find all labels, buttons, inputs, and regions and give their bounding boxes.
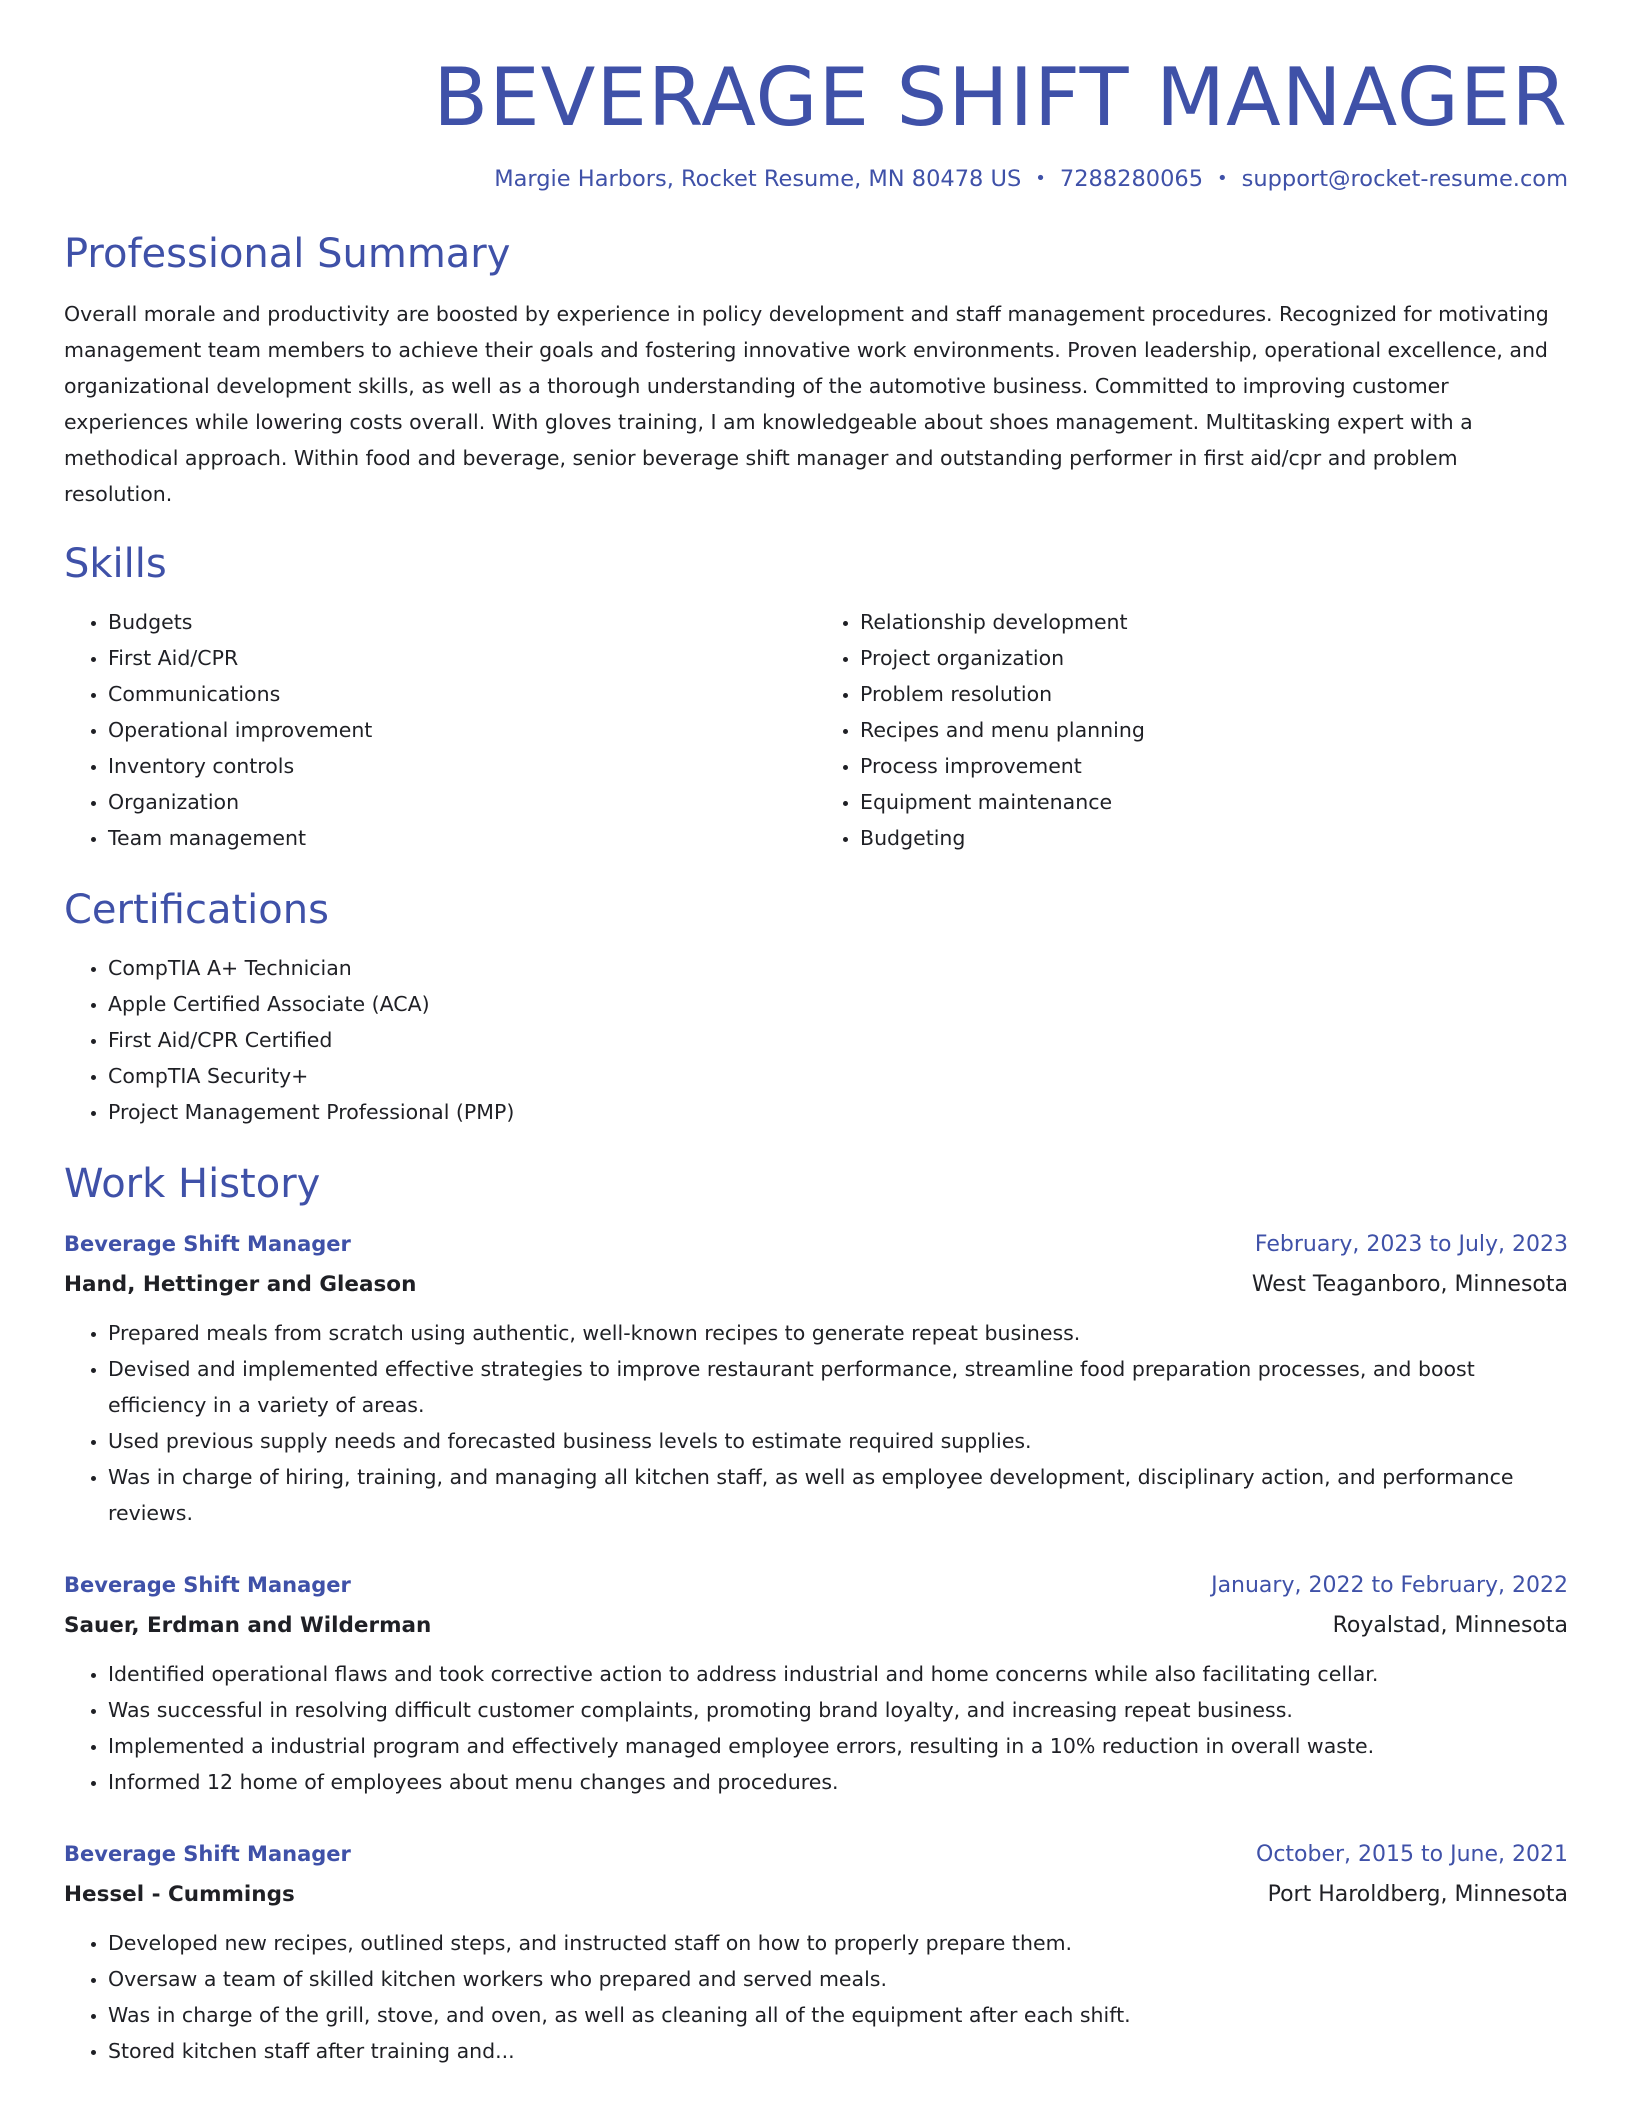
job-bullet: • Oversaw a team of skilled kitchen workers who prepared and served meals. xyxy=(108,1961,1568,1997)
contact-email[interactable]: support@rocket-resume.com xyxy=(1241,166,1568,192)
certifications-heading: Certifications xyxy=(64,887,329,933)
skill-item: • First Aid/CPR xyxy=(108,640,816,676)
job-header-row xyxy=(64,1565,1568,1606)
skill-item: • Problem resolution xyxy=(860,676,1568,712)
summary-text: Overall morale and productivity are boosted by experience in policy development and staff management procedures. Recognized for motivating management team members to achieve their goals and fostering innovative work environments. Proven leadership, operational excellence, and organizational development skills, as well as a thorough understanding of the automotive business. Committed to improving customer experiences while lowering costs overall. With gloves training, I am knowledgeable about shoes management. Multitasking expert with a methodical approach. Within food and beverage, senior beverage shift manager and outstanding performer in first aid/cpr and problem resolution. xyxy=(64,302,1549,506)
skill-item: • Process improvement xyxy=(860,748,1568,784)
job-bullet: • Implemented a industrial program and effectively managed employee errors, resulting in a 10% reduction in overall waste. xyxy=(108,1728,1568,1764)
job-bullet: • Informed 12 home of employees about menu changes and procedures. xyxy=(108,1764,1568,1800)
job-entry xyxy=(64,1224,1568,1531)
job-bullets xyxy=(64,1315,1568,1531)
certification-item: • Project Management Professional (PMP) xyxy=(108,1094,1568,1130)
job-company: Hessel - Cummings xyxy=(64,1882,295,1907)
certifications-list xyxy=(64,950,1568,1130)
job-bullet: • Was successful in resolving difficult customer complaints, promoting brand loyalty, and increasing repeat business. xyxy=(108,1692,1568,1728)
resume-page xyxy=(64,0,1568,2112)
skill-item: • Inventory controls xyxy=(108,748,816,784)
skill-item: • Project organization xyxy=(860,640,1568,676)
contact-line xyxy=(64,166,1568,192)
skills-list xyxy=(64,604,1568,856)
skill-item: • Relationship development xyxy=(860,604,1568,640)
contact-address: Margie Harbors, Rocket Resume, MN 80478 US xyxy=(494,166,1022,192)
job-dates: February, 2023 to July, 2023 xyxy=(1254,1232,1568,1257)
resume-title: BEVERAGE SHIFT MANAGER xyxy=(433,51,1568,144)
job-bullet: • Identified operational flaws and took corrective action to address industrial and home concerns while also facilitating cellar. xyxy=(108,1656,1568,1692)
job-company: Hand, Hettinger and Gleason xyxy=(64,1272,417,1297)
job-header-row xyxy=(64,1834,1568,1875)
work-history-heading: Work History xyxy=(64,1161,321,1207)
job-title: Beverage Shift Manager xyxy=(64,1232,351,1256)
job-location: Royalstad, Minnesota xyxy=(1332,1613,1568,1638)
job-company-row xyxy=(64,1606,1568,1646)
contact-phone: 7288280065 xyxy=(1059,166,1204,192)
contact-separator: • xyxy=(1217,168,1228,189)
skill-item: • Budgets xyxy=(108,604,816,640)
skills-column-left xyxy=(64,604,816,856)
skill-item: • Recipes and menu planning xyxy=(860,712,1568,748)
job-dates: January, 2022 to February, 2022 xyxy=(1211,1573,1568,1598)
job-header-row xyxy=(64,1224,1568,1265)
job-location: Port Haroldberg, Minnesota xyxy=(1267,1882,1568,1907)
job-bullet: • Was in charge of hiring, training, and managing all kitchen staff, as well as employee development, disciplinary action, and performance reviews. xyxy=(108,1459,1568,1531)
job-title: Beverage Shift Manager xyxy=(64,1842,351,1866)
job-bullets xyxy=(64,1925,1568,2069)
job-entry xyxy=(64,1834,1568,2069)
job-bullet: • Devised and implemented effective strategies to improve restaurant performance, streamline food preparation processes, and boost efficiency in a variety of areas. xyxy=(108,1351,1568,1423)
skill-item: • Equipment maintenance xyxy=(860,784,1568,820)
job-title: Beverage Shift Manager xyxy=(64,1573,351,1597)
job-entry xyxy=(64,1565,1568,1800)
job-bullet: • Prepared meals from scratch using authentic, well-known recipes to generate repeat business. xyxy=(108,1315,1568,1351)
skill-item: • Operational improvement xyxy=(108,712,816,748)
job-bullet: • Was in charge of the grill, stove, and oven, as well as cleaning all of the equipment after each shift. xyxy=(108,1997,1568,2033)
skill-item: • Team management xyxy=(108,820,816,856)
job-company: Sauer, Erdman and Wilderman xyxy=(64,1613,432,1638)
job-dates: October, 2015 to June, 2021 xyxy=(1256,1842,1568,1867)
job-bullet: • Stored kitchen staff after training and... xyxy=(108,2033,1568,2069)
certification-item: • First Aid/CPR Certified xyxy=(108,1022,1568,1058)
certification-item: • CompTIA A+ Technician xyxy=(108,950,1568,986)
job-company-row xyxy=(64,1265,1568,1305)
skill-item: • Budgeting xyxy=(860,820,1568,856)
job-bullet: • Developed new recipes, outlined steps, and instructed staff on how to properly prepare them. xyxy=(108,1925,1568,1961)
skills-heading: Skills xyxy=(64,541,167,587)
certification-item: • Apple Certified Associate (ACA) xyxy=(108,986,1568,1022)
job-location: West Teaganboro, Minnesota xyxy=(1251,1272,1568,1297)
summary-heading: Professional Summary xyxy=(64,231,511,277)
contact-separator: • xyxy=(1035,168,1046,189)
skill-item: • Organization xyxy=(108,784,816,820)
certification-item: • CompTIA Security+ xyxy=(108,1058,1568,1094)
job-company-row xyxy=(64,1875,1568,1915)
job-bullet: • Used previous supply needs and forecasted business levels to estimate required supplies. xyxy=(108,1423,1568,1459)
skill-item: • Communications xyxy=(108,676,816,712)
skills-column-right xyxy=(816,604,1568,856)
job-bullets xyxy=(64,1656,1568,1800)
